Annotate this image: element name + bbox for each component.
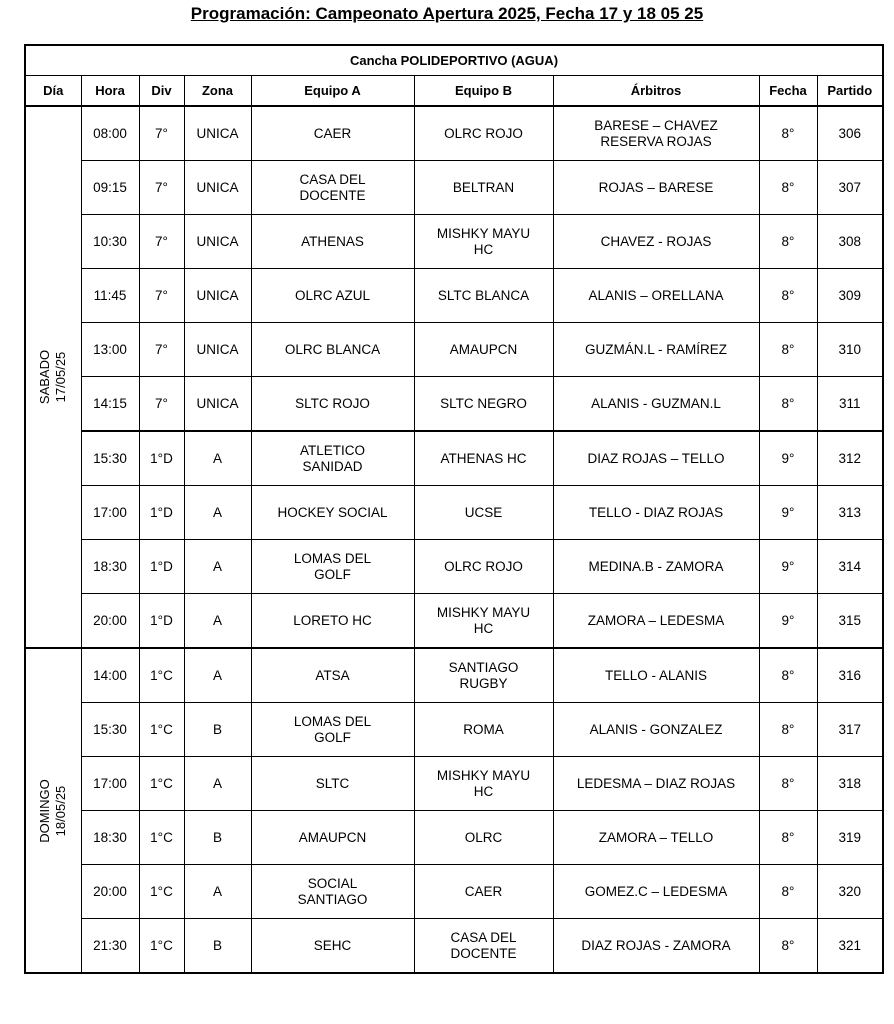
cell-zona: B <box>184 703 251 757</box>
column-header-dia: Día <box>25 76 81 107</box>
day-date: 17/05/25 <box>53 351 69 403</box>
cell-equipo-a: ATSA <box>251 648 414 703</box>
column-header-hora: Hora <box>81 76 139 107</box>
cell-arbitros: TELLO - ALANIS <box>553 648 759 703</box>
column-header-fecha: Fecha <box>759 76 817 107</box>
table-row <box>25 757 883 811</box>
cell-hora: 08:00 <box>81 106 139 161</box>
cell-equipo-b: ATHENAS HC <box>414 431 553 486</box>
cell-partido: 311 <box>817 377 883 432</box>
cell-partido: 306 <box>817 106 883 161</box>
cell-partido: 321 <box>817 919 883 974</box>
cell-equipo-b: OLRC ROJO <box>414 106 553 161</box>
cell-zona: A <box>184 594 251 649</box>
table-row <box>25 648 883 703</box>
table-row <box>25 486 883 540</box>
cell-equipo-a: SEHC <box>251 919 414 974</box>
cell-div: 1°C <box>139 919 184 974</box>
cell-zona: UNICA <box>184 323 251 377</box>
cell-hora: 14:15 <box>81 377 139 432</box>
schedule-table <box>24 44 884 974</box>
table-row <box>25 323 883 377</box>
cell-div: 7° <box>139 215 184 269</box>
cell-arbitros: LEDESMA – DIAZ ROJAS <box>553 757 759 811</box>
table-row <box>25 703 883 757</box>
cell-partido: 307 <box>817 161 883 215</box>
cell-div: 7° <box>139 377 184 432</box>
cell-equipo-b: MISHKY MAYU HC <box>414 594 553 649</box>
venue-header: Cancha POLIDEPORTIVO (AGUA) <box>25 45 883 76</box>
cell-hora: 13:00 <box>81 323 139 377</box>
cell-fecha: 8° <box>759 648 817 703</box>
cell-partido: 319 <box>817 811 883 865</box>
cell-zona: A <box>184 431 251 486</box>
cell-fecha: 8° <box>759 215 817 269</box>
table-row <box>25 865 883 919</box>
cell-arbitros: ZAMORA – LEDESMA <box>553 594 759 649</box>
cell-partido: 309 <box>817 269 883 323</box>
cell-arbitros: TELLO - DIAZ ROJAS <box>553 486 759 540</box>
cell-arbitros: ROJAS – BARESE <box>553 161 759 215</box>
table-row <box>25 106 883 161</box>
cell-fecha: 8° <box>759 323 817 377</box>
cell-partido: 313 <box>817 486 883 540</box>
table-row <box>25 811 883 865</box>
cell-div: 1°C <box>139 865 184 919</box>
cell-div: 7° <box>139 269 184 323</box>
cell-hora: 17:00 <box>81 757 139 811</box>
cell-fecha: 8° <box>759 811 817 865</box>
cell-equipo-a: OLRC BLANCA <box>251 323 414 377</box>
cell-fecha: 8° <box>759 919 817 974</box>
cell-hora: 17:00 <box>81 486 139 540</box>
cell-arbitros: GOMEZ.C – LEDESMA <box>553 865 759 919</box>
cell-arbitros: ALANIS – ORELLANA <box>553 269 759 323</box>
table-row <box>25 377 883 432</box>
cell-div: 1°C <box>139 757 184 811</box>
cell-hora: 10:30 <box>81 215 139 269</box>
cell-partido: 317 <box>817 703 883 757</box>
cell-zona: B <box>184 919 251 974</box>
cell-equipo-b: MISHKY MAYU HC <box>414 215 553 269</box>
cell-arbitros: ALANIS - GUZMAN.L <box>553 377 759 432</box>
cell-zona: UNICA <box>184 161 251 215</box>
cell-arbitros: MEDINA.B - ZAMORA <box>553 540 759 594</box>
day-date: 18/05/25 <box>53 785 69 836</box>
cell-partido: 312 <box>817 431 883 486</box>
cell-div: 1°D <box>139 431 184 486</box>
cell-equipo-a: SOCIAL SANTIAGO <box>251 865 414 919</box>
cell-div: 7° <box>139 106 184 161</box>
column-header-arbitros: Árbitros <box>553 76 759 107</box>
table-row <box>25 161 883 215</box>
cell-div: 1°C <box>139 648 184 703</box>
cell-equipo-a: LOMAS DEL GOLF <box>251 703 414 757</box>
column-header-equipo-b: Equipo B <box>414 76 553 107</box>
cell-fecha: 8° <box>759 703 817 757</box>
page-title: Programación: Campeonato Apertura 2025, Fecha 17 y 18 05 25 <box>190 4 704 23</box>
cell-equipo-b: OLRC ROJO <box>414 540 553 594</box>
cell-equipo-a: LOMAS DEL GOLF <box>251 540 414 594</box>
cell-zona: A <box>184 648 251 703</box>
cell-equipo-b: SLTC NEGRO <box>414 377 553 432</box>
cell-hora: 20:00 <box>81 865 139 919</box>
cell-zona: A <box>184 540 251 594</box>
cell-div: 1°D <box>139 540 184 594</box>
cell-div: 1°C <box>139 703 184 757</box>
table-row <box>25 215 883 269</box>
cell-zona: UNICA <box>184 377 251 432</box>
cell-div: 1°D <box>139 486 184 540</box>
column-header-zona: Zona <box>184 76 251 107</box>
cell-equipo-b: UCSE <box>414 486 553 540</box>
cell-hora: 15:30 <box>81 703 139 757</box>
cell-equipo-b: OLRC <box>414 811 553 865</box>
cell-equipo-a: CASA DEL DOCENTE <box>251 161 414 215</box>
cell-hora: 18:30 <box>81 811 139 865</box>
cell-equipo-a: ATLETICO SANIDAD <box>251 431 414 486</box>
cell-fecha: 9° <box>759 594 817 649</box>
cell-arbitros: GUZMÁN.L - RAMÍREZ <box>553 323 759 377</box>
cell-partido: 310 <box>817 323 883 377</box>
schedule-body <box>25 106 883 973</box>
day-label <box>37 350 69 404</box>
cell-equipo-a: ATHENAS <box>251 215 414 269</box>
cell-partido: 314 <box>817 540 883 594</box>
cell-equipo-a: SLTC <box>251 757 414 811</box>
cell-fecha: 9° <box>759 431 817 486</box>
cell-fecha: 9° <box>759 486 817 540</box>
cell-fecha: 9° <box>759 540 817 594</box>
cell-equipo-b: CAER <box>414 865 553 919</box>
cell-arbitros: BARESE – CHAVEZ RESERVA ROJAS <box>553 106 759 161</box>
cell-zona: A <box>184 486 251 540</box>
cell-equipo-a: LORETO HC <box>251 594 414 649</box>
cell-partido: 315 <box>817 594 883 649</box>
cell-arbitros: DIAZ ROJAS – TELLO <box>553 431 759 486</box>
cell-arbitros: DIAZ ROJAS - ZAMORA <box>553 919 759 974</box>
cell-fecha: 8° <box>759 161 817 215</box>
cell-equipo-a: CAER <box>251 106 414 161</box>
day-cell <box>25 648 81 973</box>
day-name: DOMINGO <box>37 778 53 843</box>
cell-partido: 320 <box>817 865 883 919</box>
cell-partido: 308 <box>817 215 883 269</box>
cell-partido: 318 <box>817 757 883 811</box>
cell-arbitros: ZAMORA – TELLO <box>553 811 759 865</box>
cell-equipo-a: AMAUPCN <box>251 811 414 865</box>
cell-equipo-b: CASA DEL DOCENTE <box>414 919 553 974</box>
cell-equipo-b: BELTRAN <box>414 161 553 215</box>
cell-hora: 21:30 <box>81 919 139 974</box>
day-name: SABADO <box>37 349 53 405</box>
cell-hora: 18:30 <box>81 540 139 594</box>
column-header-div: Div <box>139 76 184 107</box>
cell-equipo-a: HOCKEY SOCIAL <box>251 486 414 540</box>
cell-partido: 316 <box>817 648 883 703</box>
cell-hora: 09:15 <box>81 161 139 215</box>
cell-div: 1°D <box>139 594 184 649</box>
cell-equipo-b: ROMA <box>414 703 553 757</box>
column-header-equipo-a: Equipo A <box>251 76 414 107</box>
cell-zona: UNICA <box>184 269 251 323</box>
cell-equipo-b: SANTIAGO RUGBY <box>414 648 553 703</box>
cell-fecha: 8° <box>759 377 817 432</box>
cell-hora: 14:00 <box>81 648 139 703</box>
cell-hora: 15:30 <box>81 431 139 486</box>
cell-hora: 11:45 <box>81 269 139 323</box>
table-row <box>25 594 883 649</box>
cell-fecha: 8° <box>759 106 817 161</box>
cell-fecha: 8° <box>759 757 817 811</box>
column-header-partido: Partido <box>817 76 883 107</box>
cell-equipo-b: AMAUPCN <box>414 323 553 377</box>
cell-equipo-a: OLRC AZUL <box>251 269 414 323</box>
cell-zona: B <box>184 811 251 865</box>
cell-fecha: 8° <box>759 269 817 323</box>
table-row <box>25 431 883 486</box>
cell-equipo-b: SLTC BLANCA <box>414 269 553 323</box>
table-row <box>25 269 883 323</box>
table-row <box>25 919 883 974</box>
cell-equipo-b: MISHKY MAYU HC <box>414 757 553 811</box>
cell-zona: UNICA <box>184 106 251 161</box>
cell-hora: 20:00 <box>81 594 139 649</box>
cell-fecha: 8° <box>759 865 817 919</box>
table-row <box>25 540 883 594</box>
cell-div: 7° <box>139 323 184 377</box>
day-label <box>37 779 69 843</box>
day-cell <box>25 106 81 648</box>
cell-equipo-a: SLTC ROJO <box>251 377 414 432</box>
cell-arbitros: ALANIS - GONZALEZ <box>553 703 759 757</box>
cell-div: 1°C <box>139 811 184 865</box>
cell-div: 7° <box>139 161 184 215</box>
cell-arbitros: CHAVEZ - ROJAS <box>553 215 759 269</box>
cell-zona: A <box>184 757 251 811</box>
cell-zona: A <box>184 865 251 919</box>
cell-zona: UNICA <box>184 215 251 269</box>
